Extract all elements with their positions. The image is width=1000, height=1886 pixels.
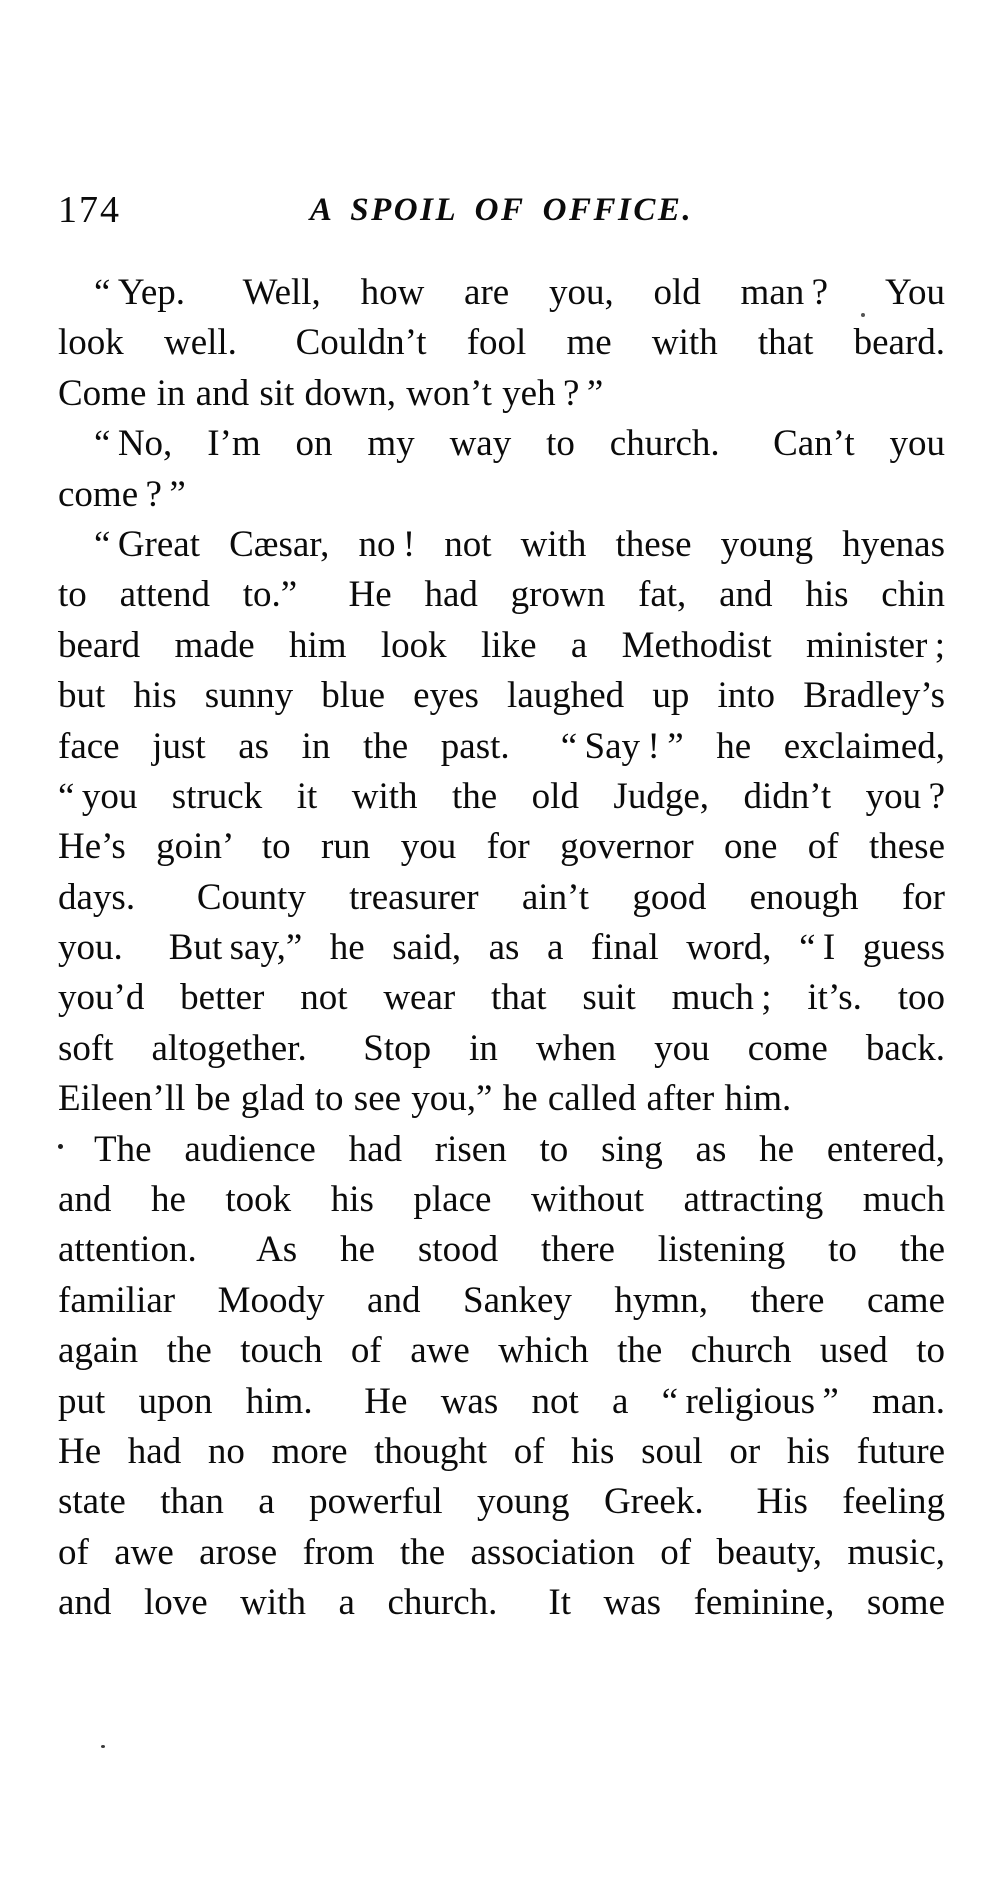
text-line: “ Yep. Well, how are you, old man ? You [94, 272, 945, 313]
running-title: A SPOIL OF OFFICE. [309, 192, 694, 228]
text-line: and love with a church. It was feminine, some [58, 1582, 945, 1624]
text-line: look well. Couldn’t fool me with that beard. [58, 322, 945, 364]
ink-speck [58, 1144, 63, 1149]
text-line: you’d better not wear that suit much ; it’s. too [58, 977, 945, 1019]
text-line: familiar Moody and Sankey hymn, there came [58, 1279, 945, 1321]
ink-speck [101, 1745, 105, 1748]
text-line: again the touch of awe which the church used to [58, 1330, 945, 1372]
body-text [58, 268, 945, 1629]
text-line: of awe arose from the association of beauty, music, [58, 1531, 945, 1573]
text-line: attention. As he stood there listening to the [58, 1229, 945, 1271]
ink-speck [861, 313, 865, 317]
text-line: soft altogether. Stop in when you come back. [58, 1027, 945, 1069]
text-line: beard made him look like a Methodist minister ; [58, 624, 945, 666]
text-line: face just as in the past. “ Say ! ” he exclaimed, [58, 725, 945, 767]
text-line: come ? ” [58, 473, 186, 515]
text-line: Come in and sit down, won’t yeh ? ” [58, 372, 604, 414]
text-line: “ Great Cæsar, no ! not with these young hyenas [94, 523, 945, 565]
text-line: state than a powerful young Greek. His feeling [58, 1481, 945, 1523]
text-line: you. But say,” he said, as a final word, “ I guess [58, 927, 945, 969]
text-line: but his sunny blue eyes laughed up into Bradley’s [58, 675, 945, 717]
text-line: “ you struck it with the old Judge, didn’t you ? [58, 775, 945, 817]
text-line: He had no more thought of his soul or his future [58, 1430, 945, 1472]
text-line: Eileen’ll be glad to see you,” he called after him. [58, 1078, 792, 1120]
text-line: The audience had risen to sing as he entered, [94, 1128, 945, 1170]
text-line: He’s goin’ to run you for governor one of these [58, 826, 945, 868]
text-line: and he took his place without attracting much [58, 1179, 945, 1221]
running-header [58, 188, 945, 232]
page-number: 174 [58, 189, 121, 231]
text-line: to attend to.” He had grown fat, and his chin [58, 574, 945, 616]
text-line: put upon him. He was not a “ religious ” man. [58, 1380, 945, 1422]
text-line: “ No, I’m on my way to church. Can’t you [94, 423, 945, 465]
text-line: days. County treasurer ain’t good enough for [58, 876, 945, 918]
